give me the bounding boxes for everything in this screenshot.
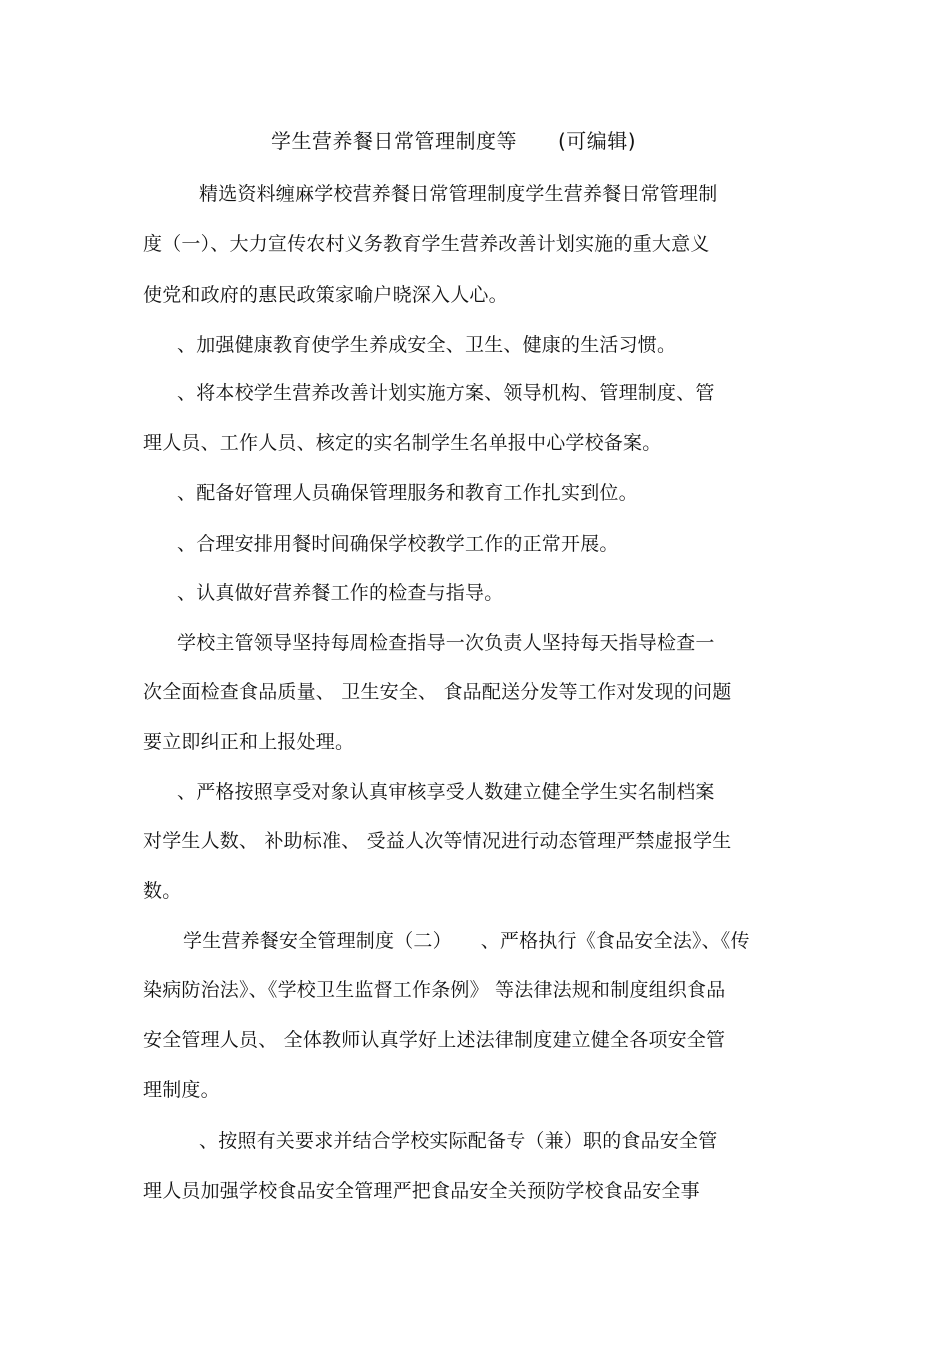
paragraph-line: 度（一）、大力宣传农村义务教育学生营养改善计划实施的重大意义 (143, 233, 710, 255)
document-title: 学生营养餐日常管理制度等 (可编辑) (271, 129, 637, 153)
paragraph-line: 次全面检查食品质量、 卫生安全、 食品配送分发等工作对发现的问题 (143, 681, 732, 703)
paragraph-line: 理人员、工作人员、核定的实名制学生名单报中心学校备案。 (143, 432, 662, 454)
paragraph-line: 学校主管领导坚持每周检查指导一次负责人坚持每天指导检查一 (177, 632, 715, 654)
paragraph-line: 数。 (143, 880, 182, 902)
paragraph-line: 使党和政府的惠民政策家喻户晓深入人心。 (143, 284, 508, 306)
paragraph-line: 精选资料缠麻学校营养餐日常管理制度学生营养餐日常管理制 (199, 183, 718, 205)
paragraph-line: 对学生人数、 补助标准、 受益人次等情况进行动态管理严禁虚报学生 (143, 830, 732, 852)
paragraph-line: 、配备好管理人员确保管理服务和教育工作扎实到位。 (177, 482, 638, 504)
paragraph-line: 、按照有关要求并结合学校实际配备专（兼）职的食品安全管 (199, 1130, 718, 1152)
paragraph-line: 、将本校学生营养改善计划实施方案、领导机构、管理制度、管 (177, 382, 715, 404)
paragraph-line: 安全管理人员、 全体教师认真学好上述法律制度建立健全各项安全管 (143, 1029, 726, 1051)
paragraph-line: 、认真做好营养餐工作的检查与指导。 (177, 582, 504, 604)
paragraph-line: 染病防治法》、《学校卫生监督工作条例》 等法律法规和制度组织食品 (143, 979, 726, 1001)
paragraph-line: 、加强健康教育使学生养成安全、卫生、健康的生活习惯。 (177, 334, 677, 356)
paragraph-line: 、合理安排用餐时间确保学校教学工作的正常开展。 (177, 533, 619, 555)
paragraph-line: 、严格按照享受对象认真审核享受人数建立健全学生实名制档案 (177, 781, 715, 803)
paragraph-line: 理制度。 (143, 1079, 220, 1101)
paragraph-line: 要立即纠正和上报处理。 (143, 731, 355, 753)
paragraph-line: 理人员加强学校食品安全管理严把食品安全关预防学校食品安全事 (143, 1180, 700, 1202)
paragraph-line: 学生营养餐安全管理制度（二） 、严格执行《食品安全法》、《传 (183, 930, 750, 952)
